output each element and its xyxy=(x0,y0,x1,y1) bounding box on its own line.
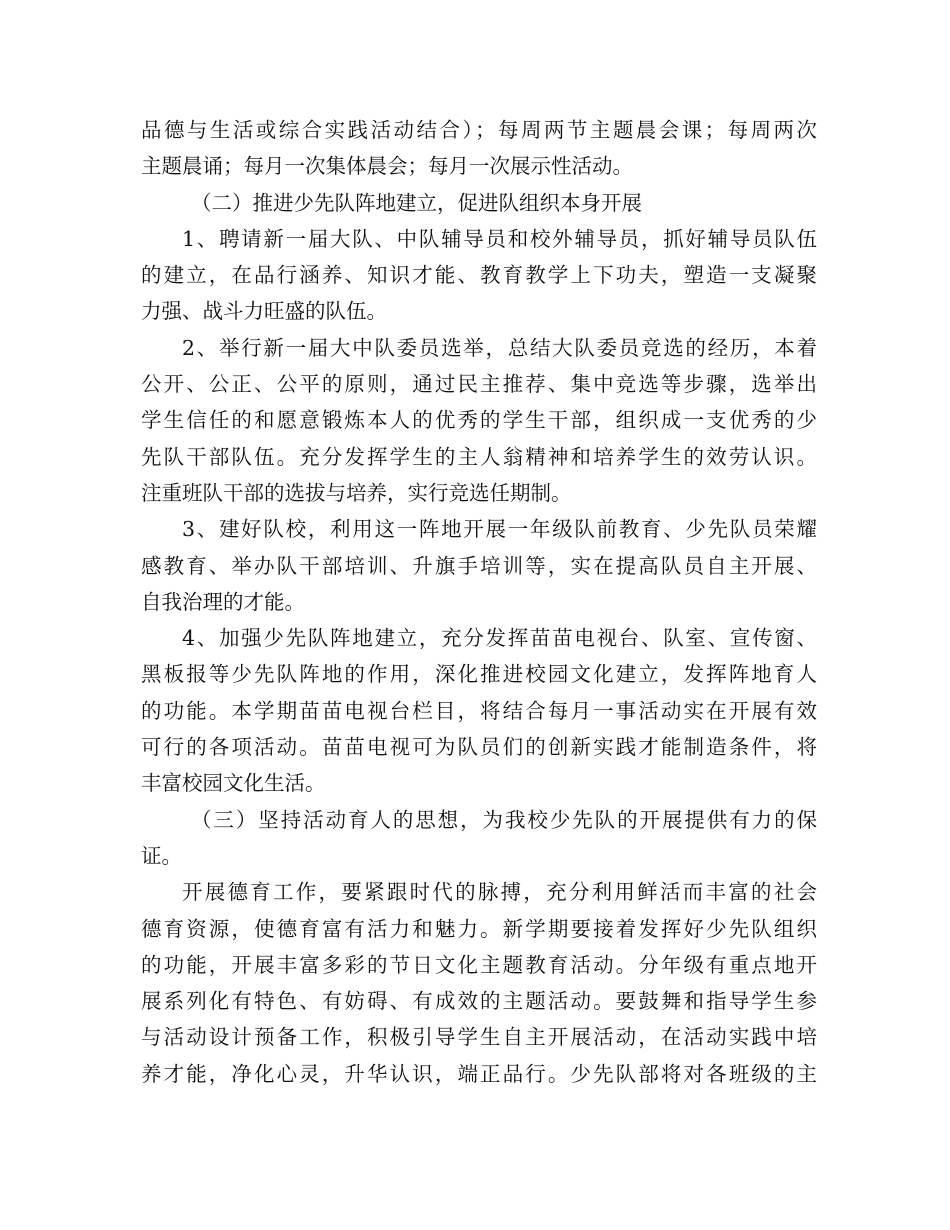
text-line: 2、举行新一届大中队委员选举，总结大队委员竞选的经历，本着 xyxy=(182,335,817,360)
text-line: 展系列化有特色、有妨碍、有成效的主题活动。要鼓舞和指导学生参 xyxy=(141,989,817,1014)
text-line: 4、加强少先队阵地建立，充分发挥苗苗电视台、队室、宣传窗、 xyxy=(182,626,817,651)
text-line: 品德与生活或综合实践活动结合）；每周两节主题晨会课；每周两次 xyxy=(141,118,817,142)
text-line: 感教育、举办队干部培训、升旗手培训等，实在提高队员自主开展、 xyxy=(141,553,817,578)
text-line: 的功能。本学期苗苗电视台栏目，将结合每月一事活动实在开展有效 xyxy=(141,698,817,723)
text-line: 自我治理的才能。 xyxy=(141,589,305,614)
text-line: 主题晨诵；每月一次集体晨会；每月一次展示性活动。 xyxy=(141,154,633,179)
text-line: 可行的各项活动。苗苗电视可为队员们的创新实践才能制造条件，将 xyxy=(141,735,817,760)
text-line: 德育资源，使德育富有活力和魅力。新学期要接着发挥好少先队组织 xyxy=(141,916,817,941)
text-line: 公开、公正、公平的原则，通过民主推荐、集中竞选等步骤，选举出 xyxy=(141,372,817,397)
text-line: 开展德育工作，要紧跟时代的脉搏，充分利用鲜活而丰富的社会 xyxy=(182,880,817,905)
document-body xyxy=(141,112,817,1092)
text-line: 黑板报等少先队阵地的作用，深化推进校园文化建立，发挥阵地育人 xyxy=(141,662,817,687)
text-line: 的建立，在品行涵养、知识才能、教育教学上下功夫，塑造一支凝聚 xyxy=(141,263,817,288)
text-line: 1、聘请新一届大队、中队辅导员和校外辅导员，抓好辅导员队伍 xyxy=(182,226,817,251)
text-line: 先队干部队伍。充分发挥学生的主人翁精神和培养学生的效劳认识。 xyxy=(141,444,817,469)
text-line: 养才能，净化心灵，升华认识，端正品行。少先队部将对各班级的主 xyxy=(141,1061,817,1086)
section-heading: （二）推进少先队阵地建立，促进队组织本身开展 xyxy=(191,190,642,215)
text-line: 的功能，开展丰富多彩的节日文化主题教育活动。分年级有重点地开 xyxy=(141,952,817,977)
text-line: 3、建好队校，利用这一阵地开展一年级队前教育、少先队员荣耀 xyxy=(182,517,817,542)
text-line: 力强、战斗力旺盛的队伍。 xyxy=(141,299,387,324)
text-line: 注重班队干部的选拔与培养，实行竞选任期制。 xyxy=(141,480,572,505)
section-heading: （三）坚持活动育人的思想，为我校少先队的开展提供有力的保 xyxy=(191,807,817,832)
text-line: 与活动设计预备工作，积极引导学生自主开展活动，在活动实践中培 xyxy=(141,1025,817,1050)
text-line: 丰富校园文化生活。 xyxy=(141,771,326,796)
section-heading: 证。 xyxy=(141,843,182,868)
text-line: 学生信任的和愿意锻炼本人的优秀的学生干部，组织成一支优秀的少 xyxy=(141,408,817,433)
